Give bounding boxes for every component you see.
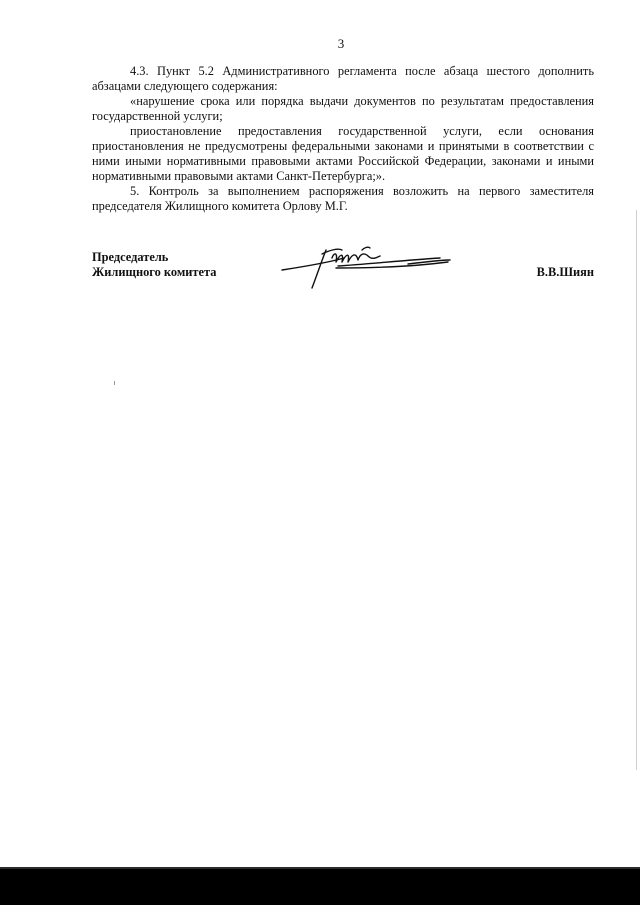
- paragraph-quote-start: «нарушение срока или порядка выдачи документов по результатам предоставления государственной услуги;: [92, 94, 594, 123]
- paragraph-suspension: приостановление предоставления государственной услуги, если основания приостановления не предусмотрены федеральными законами и принятыми в соответствии с ними иными нормативными правовыми актами Российской Федерации, законами и иными нормативными правовыми актами Санкт-Петербурга;».: [92, 124, 594, 183]
- signer-title-line1: Председатель: [92, 250, 169, 264]
- page-number: 3: [337, 36, 345, 51]
- paragraph-4-3: 4.3. Пункт 5.2 Административного регламента после абзаца шестого дополнить абзацами следующего содержания:: [92, 64, 594, 93]
- scan-speck: [114, 381, 115, 385]
- document-body: [92, 64, 594, 214]
- signature-block: [92, 250, 594, 300]
- signer-title-line2: Жилищного комитета: [92, 265, 217, 279]
- scan-footer-band: [0, 869, 640, 905]
- signer-title: [92, 250, 216, 280]
- handwritten-signature: [278, 242, 458, 290]
- signer-name: В.В.Шиян: [536, 265, 594, 279]
- paragraph-5-control: 5. Контроль за выполнением распоряжения возложить на первого заместителя председателя Жилищного комитета Орлову М.Г.: [92, 184, 594, 213]
- scan-edge-line: [636, 210, 637, 770]
